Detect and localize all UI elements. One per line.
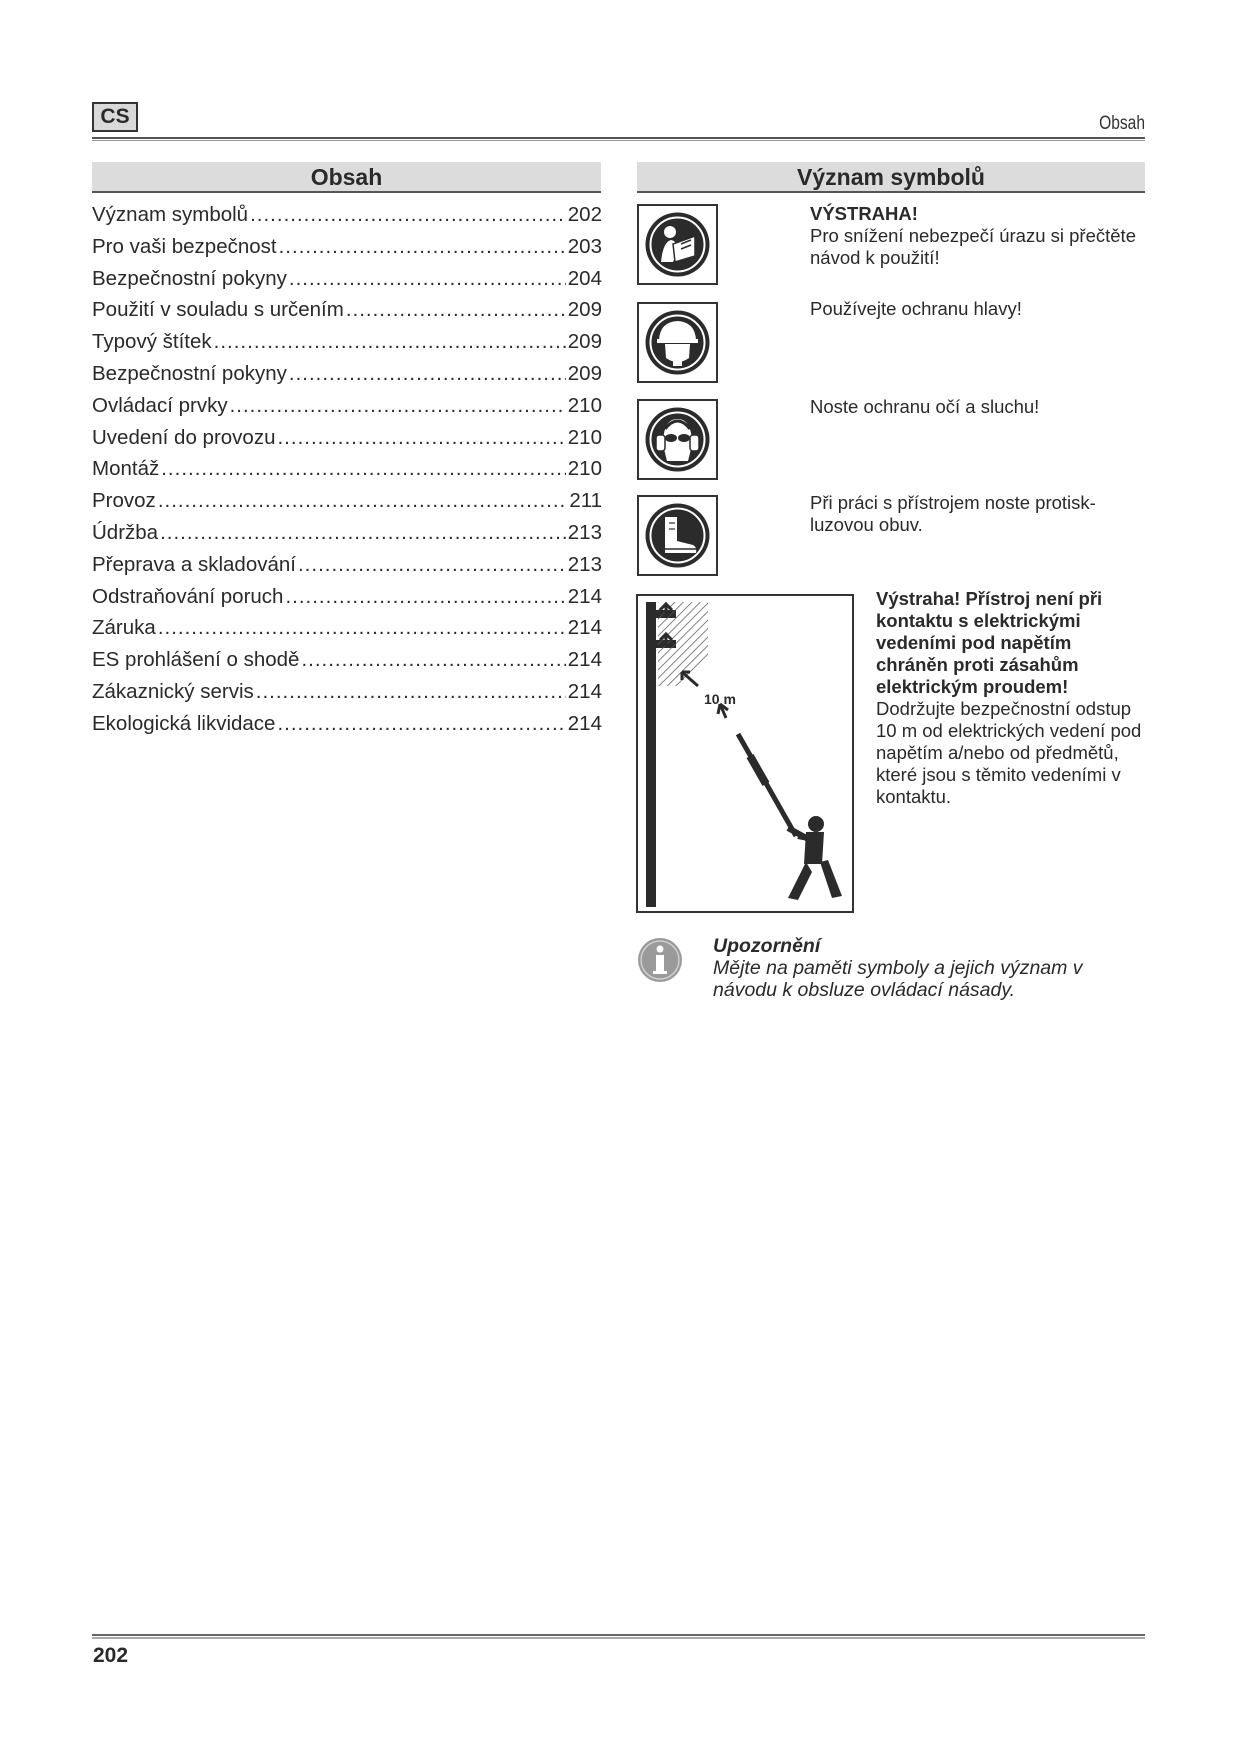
read-manual-icon: [637, 204, 718, 285]
toc-entry: [92, 298, 602, 330]
toc-entry-page: 214: [567, 616, 602, 640]
warning-heading: VÝSTRAHA!: [810, 203, 918, 224]
toc-entry: [92, 457, 602, 489]
boots-text: Při práci s přístrojem noste protisk-luzovou obuv.: [810, 492, 1096, 535]
toc-entry: [92, 585, 602, 617]
safety-boot-icon: [637, 495, 718, 576]
toc-leader-dots: [289, 362, 566, 386]
toc-entry: [92, 648, 602, 680]
toc-leader-dots: [158, 489, 568, 513]
power-line-warning-text: Dodržujte bezpečnostní odstup 10 m od elektrických vedení pod napětím a/nebo od předmětů, které jsou s těmito vedeními v kontaktu.: [876, 698, 1142, 807]
hard-hat-icon: [637, 302, 718, 383]
toc-entry-page: 213: [567, 552, 602, 576]
toc-entry-title: Použití v souladu s určením: [92, 298, 344, 322]
toc-leader-dots: [214, 330, 566, 354]
toc-entry-page: 214: [567, 648, 602, 672]
power-line-warning-bold: Výstraha! Přístroj není při kontaktu s elektrickými vedeními pod napětím chráněn proti zásahům elektrickým proudem!: [876, 588, 1103, 697]
toc-entry-title: Odstraňování poruch: [92, 584, 284, 608]
toc-entry-title: Typový štítek: [92, 330, 212, 354]
toc-heading: Obsah: [92, 162, 601, 193]
eye-ear-protection-text: Noste ochranu očí a sluchu!: [810, 396, 1040, 417]
toc-entry-title: ES prohlášení o shodě: [92, 648, 300, 672]
toc-entry-page: 213: [567, 520, 602, 544]
toc-leader-dots: [289, 267, 566, 291]
toc-entry-title: Přeprava a skladování: [92, 552, 296, 576]
toc-leader-dots: [250, 203, 566, 227]
toc-entry: [92, 235, 602, 267]
toc-leader-dots: [346, 298, 566, 322]
toc-entry-title: Ovládací prvky: [92, 393, 228, 417]
toc-entry: [92, 521, 602, 553]
goggles-earmuffs-icon: [637, 399, 718, 480]
toc-entry: [92, 330, 602, 362]
toc-leader-dots: [256, 680, 566, 704]
toc-leader-dots: [285, 585, 565, 609]
toc-entry: [92, 426, 602, 458]
toc-entry-page: 210: [567, 457, 602, 481]
toc-entry-title: Provoz: [92, 489, 156, 513]
table-of-contents: [92, 203, 602, 744]
toc-leader-dots: [160, 521, 566, 545]
toc-entry-title: Údržba: [92, 520, 159, 544]
read-manual-text: [810, 203, 1140, 269]
header-divider: [92, 137, 1145, 141]
toc-leader-dots: [161, 457, 566, 481]
toc-entry-title: Bezpečnostní pokyny: [92, 266, 287, 290]
toc-leader-dots: [230, 394, 566, 418]
toc-leader-dots: [158, 616, 566, 640]
toc-entry-title: Zákaznický servis: [92, 679, 254, 703]
page-number: 202: [93, 1644, 129, 1667]
toc-entry-title: Pro vaši bezpečnost: [92, 234, 277, 258]
head-protection-text: Používejte ochranu hlavy!: [810, 298, 1022, 319]
language-badge: CS: [92, 102, 138, 132]
toc-entry-page: 203: [567, 234, 602, 258]
info-icon: [636, 936, 684, 989]
toc-entry: [92, 203, 602, 235]
toc-entry: [92, 362, 602, 394]
toc-entry: [92, 553, 602, 585]
symbols-heading: Význam symbolů: [637, 162, 1145, 193]
toc-entry-page: 204: [567, 266, 602, 290]
note-text: Mějte na paměti symboly a jejich význam v návodu k obsluze ovládací násady.: [713, 957, 1083, 1001]
toc-entry-page: 210: [567, 393, 602, 417]
toc-entry-page: 214: [567, 584, 602, 608]
toc-entry-page: 214: [567, 679, 602, 703]
toc-entry: [92, 489, 602, 521]
toc-entry-page: 209: [567, 361, 602, 385]
toc-entry: [92, 267, 602, 299]
toc-entry-title: Záruka: [92, 616, 156, 640]
toc-entry: [92, 680, 602, 712]
toc-entry: [92, 394, 602, 426]
toc-entry-title: Uvedení do provozu: [92, 425, 276, 449]
toc-leader-dots: [277, 712, 565, 736]
toc-leader-dots: [277, 426, 565, 450]
toc-entry-page: 209: [567, 298, 602, 322]
toc-entry-title: Montáž: [92, 457, 160, 481]
toc-entry-page: 210: [567, 425, 602, 449]
toc-entry-title: Bezpečnostní pokyny: [92, 361, 287, 385]
toc-leader-dots: [279, 235, 566, 259]
toc-entry-page: 202: [567, 203, 602, 226]
toc-entry-page: 214: [567, 711, 602, 735]
distance-label: 10 m: [704, 691, 736, 707]
header-section-title: Obsah: [1099, 113, 1145, 134]
toc-entry-page: 209: [567, 330, 602, 354]
toc-entry-title: Ekologická likvidace: [92, 711, 276, 735]
power-line-warning: [876, 588, 1146, 808]
toc-leader-dots: [298, 553, 566, 577]
note-title: Upozornění: [713, 935, 821, 957]
footer-divider: [92, 1634, 1145, 1639]
toc-entry-title: Význam symbolů: [92, 203, 249, 226]
toc-entry: [92, 712, 602, 744]
power-line-distance-icon: [636, 594, 854, 913]
toc-entry-page: 211: [569, 489, 602, 513]
toc-entry: [92, 616, 602, 648]
read-manual-description: Pro snížení nebezpečí úrazu si přečtěte návod k použití!: [810, 225, 1136, 268]
toc-leader-dots: [301, 648, 565, 672]
